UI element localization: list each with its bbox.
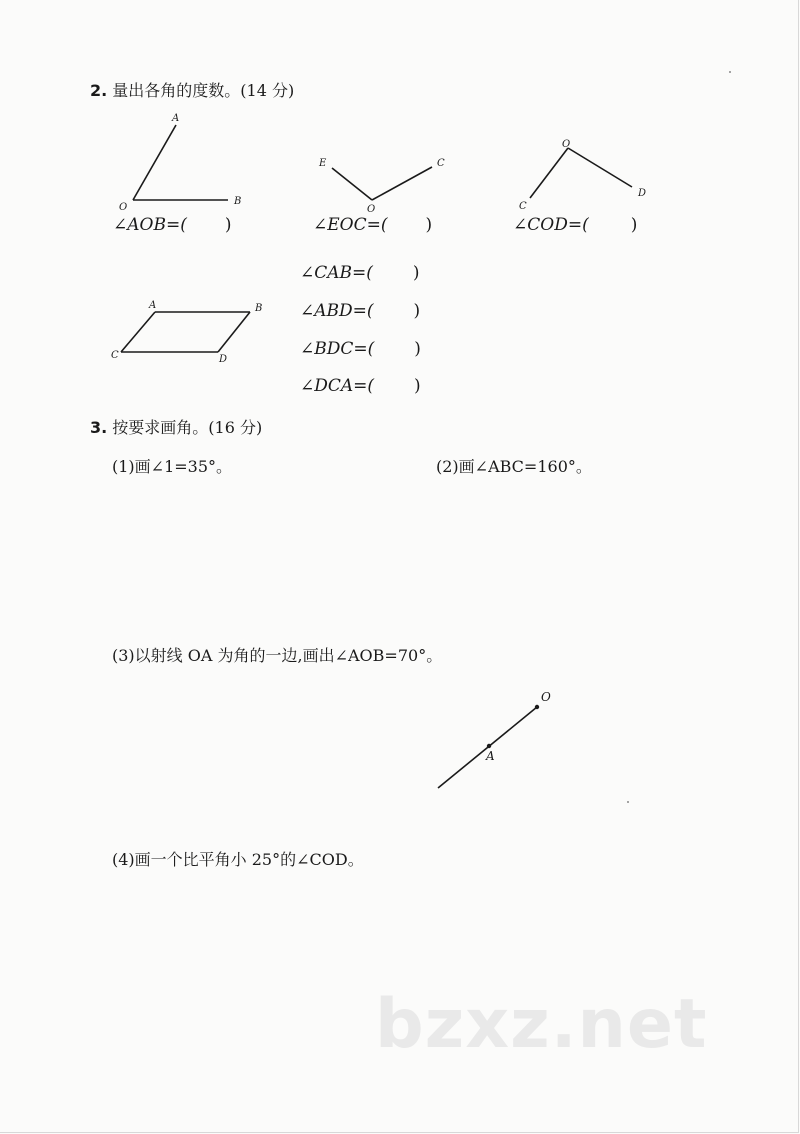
- section-3-title: 按要求画角。(16 分): [107, 418, 263, 437]
- ray-oc-2: [530, 148, 568, 198]
- task-1: (1)画∠1=35°。: [112, 457, 233, 476]
- point-o: [535, 705, 539, 709]
- side-ca: [121, 312, 155, 352]
- angle-cab-blank: ∠CAB=( ): [300, 263, 420, 283]
- label-aob-o: O: [119, 202, 128, 213]
- figure-angle-eoc: [318, 158, 445, 215]
- label-quad-d: D: [219, 354, 228, 365]
- angle-abd-blank: ∠ABD=( ): [300, 301, 421, 321]
- label-cod-d: D: [638, 188, 647, 199]
- label-ray-a: A: [486, 749, 495, 763]
- task-4: (4)画一个比平角小 25°的∠COD。: [112, 850, 364, 869]
- figure-parallelogram: [111, 300, 262, 365]
- label-eoc-e: E: [319, 158, 327, 169]
- label-cod-c: C: [519, 201, 527, 212]
- speck: [627, 801, 629, 803]
- angle-dca-blank: ∠DCA=( ): [300, 376, 421, 396]
- figure-ray-oa: [438, 690, 551, 788]
- label-aob-b: B: [234, 196, 242, 207]
- ray-od: [568, 148, 632, 187]
- ray-oe: [332, 168, 372, 200]
- section-2-number: 2.: [90, 81, 108, 100]
- task-2: (2)画∠ABC=160°。: [436, 457, 592, 476]
- task-3: (3)以射线 OA 为角的一边,画出∠AOB=70°。: [112, 646, 443, 665]
- point-a: [487, 744, 491, 748]
- angle-cod-blank: ∠COD=( ): [513, 215, 638, 235]
- speck: [729, 71, 731, 73]
- section-3-number: 3.: [90, 418, 108, 437]
- ray-oa: [133, 125, 176, 200]
- ray-oc: [372, 167, 432, 200]
- label-cod-o: O: [562, 139, 571, 150]
- label-eoc-c: C: [437, 158, 445, 169]
- label-quad-a: A: [149, 300, 157, 311]
- label-ray-o: O: [541, 690, 551, 704]
- section-3-heading: [90, 415, 262, 438]
- angle-aob-blank: ∠AOB=( ): [113, 215, 232, 235]
- label-eoc-o: O: [367, 204, 376, 215]
- label-aob-a: A: [172, 113, 180, 124]
- angle-eoc-blank: ∠EOC=( ): [313, 215, 433, 235]
- figure-angle-aob: [119, 113, 241, 213]
- label-quad-b: B: [255, 303, 263, 314]
- side-bd: [218, 312, 250, 352]
- label-quad-c: C: [111, 350, 119, 361]
- figure-angle-cod: [519, 139, 646, 212]
- watermark: bzxz.net: [375, 985, 708, 1064]
- section-2-title: 量出各角的度数。(14 分): [107, 81, 295, 100]
- angle-bdc-blank: ∠BDC=( ): [300, 339, 421, 359]
